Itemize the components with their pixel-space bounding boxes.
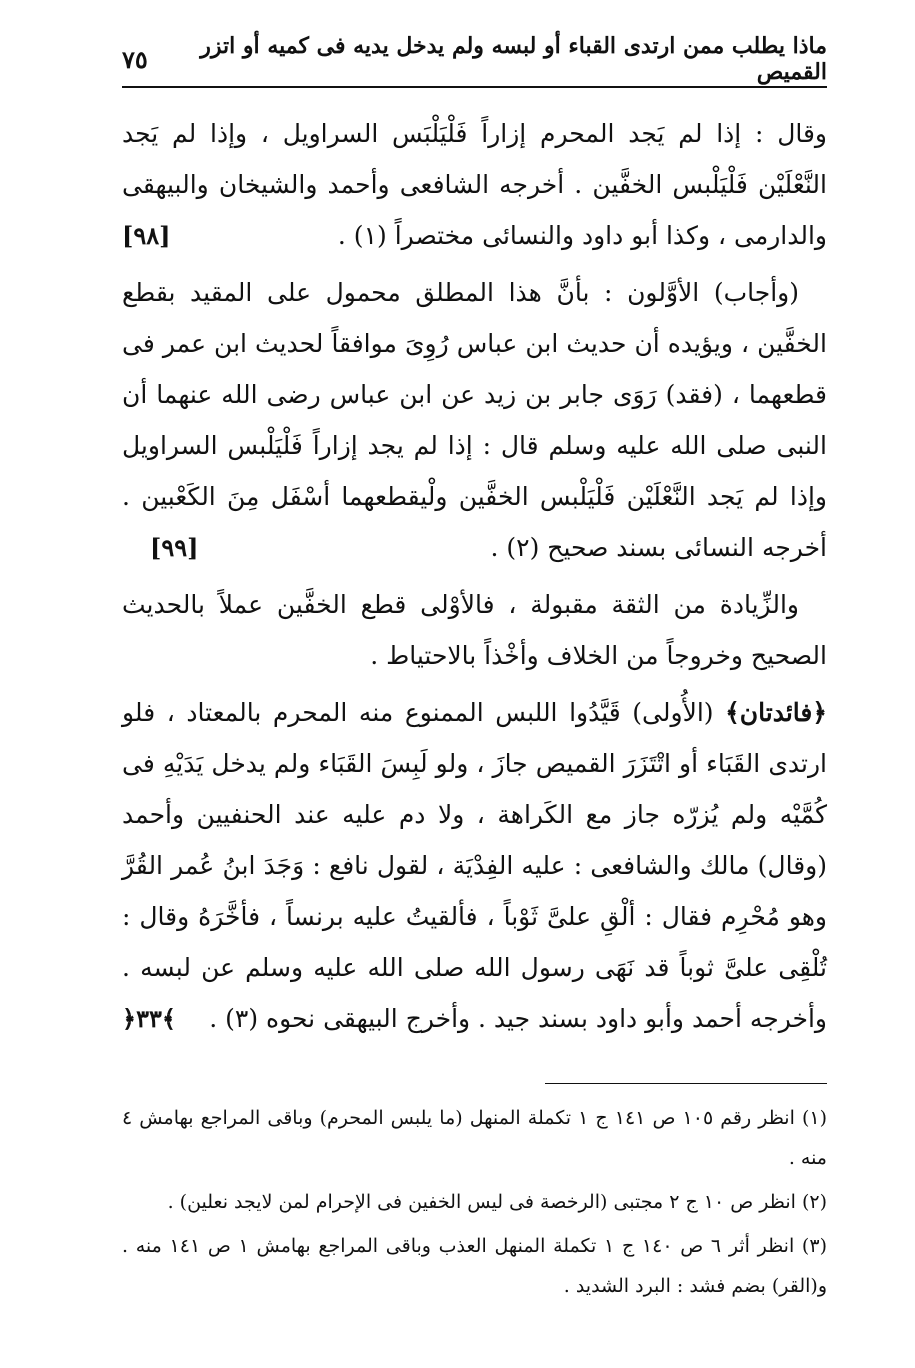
- hadith-number-99: [٩٩]: [150, 533, 199, 562]
- footnotes: [122, 1098, 827, 1310]
- paragraph-3: [122, 579, 827, 681]
- page-number: ٧٥: [122, 44, 148, 74]
- paragraph-1-text: وقال : إذا لم يَجد المحرم إزاراً فَلْيَلْبَس السراويل ، وإذا لم يَجد النَّعْلَيْن فَلْيَلْبس الخفَّين . أخرجه الشافعى وأحمد والشيخان والبيهقى والدارمى ، وكذا أبو داود والنسائى مختصراً (١) .: [122, 119, 827, 250]
- paragraph-2-text: (وأجاب) الأوَّلون : بأنَّ هذا المطلق محمول على المقيد بقطع الخفَّين ، ويؤيده أن حديث ابن عباس رُوِىَ موافقاً لحديث ابن عمر فى قطعهما ، (فقد) رَوَى جابر بن زيد عن ابن عباس رضى الله عنهما أن النبى صلى الله عليه وسلم قال : إذا لم يجد إزاراً فَلْيَلْبس السراويل وإذا لم يَجد النَّعْلَيْن فَلْيَلْبس الخفَّين ولْيقطعهما أسْفَل مِنَ الكَعْبين . أخرجه النسائى بسند صحيح (٢) .: [122, 278, 827, 562]
- main-text: [122, 108, 827, 1050]
- footnote-1: (١) انظر رقم ١٠٥ ص ١٤١ ج ١ تكملة المنهل (ما يلبس المحرم) وباقى المراجع بهامش ٤ منه .: [122, 1107, 827, 1169]
- header-divider: [122, 86, 827, 88]
- running-header: [122, 34, 827, 84]
- footnote-divider: [545, 1083, 827, 1084]
- paragraph-4: [122, 687, 827, 1044]
- paragraph-3-text: والزِّيادة من الثقة مقبولة ، فالأوْلى قطع الخفَّين عملاً بالحديث الصحيح وخروجاً من الخلاف وأخْذاً بالاحتياط .: [122, 590, 827, 670]
- paragraph-2: [122, 267, 827, 573]
- paragraph-1: [122, 108, 827, 261]
- footnote-3: (٣) انظر أثر ٦ ص ١٤٠ ج ١ تكملة المنهل العذب وباقى المراجع بهامش ١ ص ١٤١ منه . و(القر) بضم فشد : البرد الشديد .: [122, 1235, 827, 1297]
- hadith-number-98: [٩٨]: [122, 221, 171, 250]
- athar-number-33: ﴿٣٣﴾: [122, 1004, 176, 1033]
- running-title: ماذا يطلب ممن ارتدى القباء أو لبسه ولم يدخل يديه فى كميه أو اتزر القميص: [200, 33, 827, 85]
- footnote-2: (٢) انظر ص ١٠ ج ٢ مجتبى (الرخصة فى ليس الخفين فى الإحرام لمن لايجد نعلين) .: [167, 1191, 827, 1213]
- paragraph-4-text: (الأُولى) قَيَّدُوا اللبس الممنوع منه المحرم بالمعتاد ، فلو ارتدى القَبَاء أو اتْتَزَرَ القميص جازَ ، ولو لَبِسَ القَبَاء ولم يدخل يَدَيْهِ فى كُمَّيْه ولم يُزرّه جاز مع الكَراهة ، ولا دم عليه عند الحنفيين وأحمد (وقال) مالك والشافعى : عليه الفِدْيَة ، لقول نافع : وَجَدَ ابنُ عُمر القُرَّ وهو مُحْرِم فقال : ألْقِ علىَّ ثَوْباً ، فألقيتُ عليه برنساً ، فأخَّرَهُ وقال : تُلْقِى علىَّ ثوباً قد نَهَى رسول الله صلى الله عليه وسلم عن لبسه . وأخرجه أحمد وأبو داود بسند جيد . وأخرج البيهقى نحوه (٣) .: [122, 698, 827, 1033]
- benefits-heading: ﴿فائدتان﴾: [725, 698, 827, 727]
